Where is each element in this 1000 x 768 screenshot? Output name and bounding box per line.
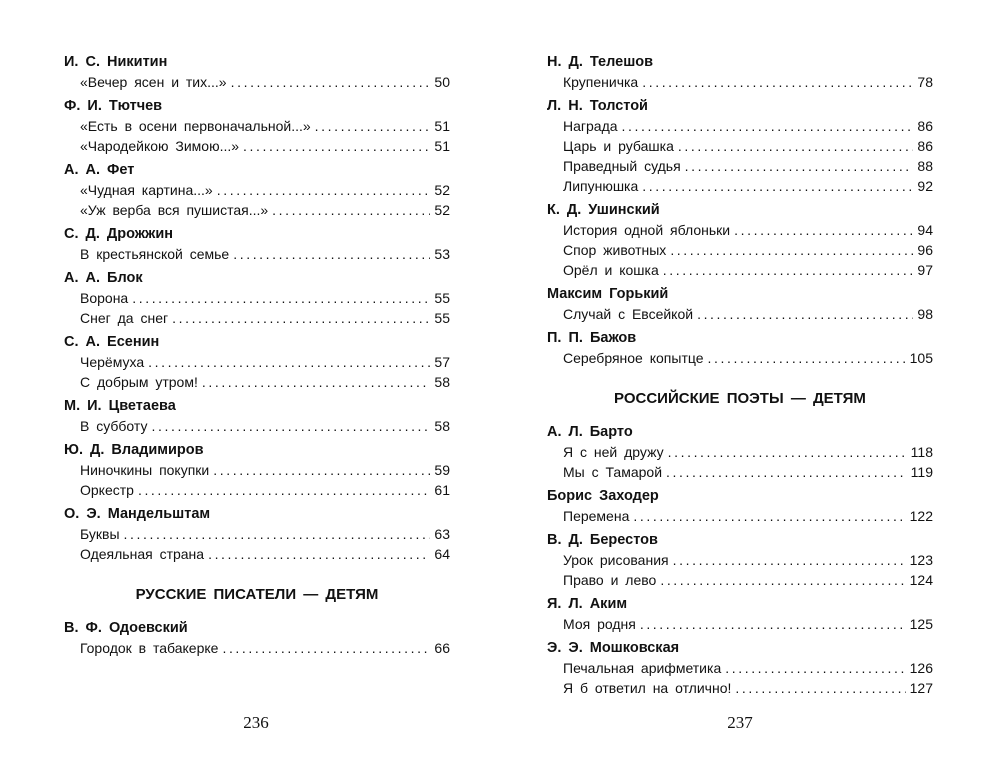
toc-entry-page-number: 78 — [917, 74, 933, 90]
toc-entry-page-number: 58 — [434, 418, 450, 434]
author-heading: Ю. Д. Владимиров — [64, 442, 204, 458]
toc-entry — [64, 200, 450, 220]
author-heading: Н. Д. Телешов — [547, 54, 654, 70]
toc-entry-page-number: 52 — [434, 202, 450, 218]
dot-leader — [640, 614, 906, 634]
dot-leader — [678, 136, 914, 156]
toc-entry — [64, 72, 450, 92]
dot-leader — [138, 480, 430, 500]
toc-entry — [64, 116, 450, 136]
author-heading: Я. Л. Аким — [547, 596, 628, 612]
toc-entry-page-number: 51 — [434, 138, 450, 154]
toc-entry — [64, 180, 450, 200]
author-heading: М. И. Цветаева — [64, 398, 176, 414]
author-heading: Максим Горький — [547, 286, 669, 302]
toc-entry — [547, 506, 933, 526]
dot-leader — [231, 72, 431, 92]
dot-leader — [642, 72, 913, 92]
toc-entry-title: История одной яблоньки — [563, 222, 731, 238]
author-heading: О. Э. Мандельштам — [64, 506, 211, 522]
toc-entry-title: Случай с Евсейкой — [563, 306, 694, 322]
toc-entry — [547, 260, 933, 280]
toc-entry-page-number: 122 — [909, 508, 933, 524]
page-number-left: 236 — [243, 713, 269, 732]
toc-entry-title: Я с ней дружу — [563, 444, 664, 460]
toc-entry-title: «Уж верба вся пушистая...» — [80, 202, 269, 218]
toc-entry-title: Орёл и кошка — [563, 262, 659, 278]
toc-entry-title: Серебряное копытце — [563, 350, 704, 366]
toc-entry-page-number: 119 — [910, 464, 933, 480]
toc-entry-title: Перемена — [563, 508, 630, 524]
toc-entry-title: «Чародейкою Зимою...» — [80, 138, 240, 154]
toc-entry — [64, 544, 450, 564]
toc-entry-page-number: 57 — [434, 354, 450, 370]
toc-entry-page-number: 55 — [434, 290, 450, 306]
right-page-toc — [547, 52, 933, 698]
toc-entry — [547, 348, 933, 368]
toc-entry — [547, 614, 933, 634]
dot-leader — [132, 288, 430, 308]
toc-entry-page-number: 66 — [434, 640, 450, 656]
toc-entry-title: Праведный судья — [563, 158, 681, 174]
toc-entry-page-number: 64 — [434, 546, 450, 562]
toc-entry-title: Буквы — [80, 526, 120, 542]
dot-leader — [668, 442, 907, 462]
left-page-toc — [64, 52, 450, 658]
toc-entry-page-number: 55 — [434, 310, 450, 326]
dot-leader — [735, 678, 905, 698]
dot-leader — [685, 156, 914, 176]
toc-entry — [547, 176, 933, 196]
toc-entry — [64, 416, 450, 436]
toc-entry-page-number: 52 — [434, 182, 450, 198]
dot-leader — [208, 544, 430, 564]
author-heading: С. А. Есенин — [64, 334, 160, 350]
toc-entry — [64, 460, 450, 480]
toc-entry-page-number: 59 — [434, 462, 450, 478]
dot-leader — [148, 352, 430, 372]
toc-entry-page-number: 127 — [909, 680, 933, 696]
toc-entry — [547, 678, 933, 698]
dot-leader — [272, 200, 430, 220]
toc-entry — [547, 462, 933, 482]
dot-leader — [315, 116, 431, 136]
toc-entry-title: «Вечер ясен и тих...» — [80, 74, 227, 90]
toc-entry-title: Мы с Тамарой — [563, 464, 663, 480]
toc-entry-title: Одеяльная страна — [80, 546, 205, 562]
toc-entry-page-number: 61 — [434, 482, 450, 498]
dot-leader — [642, 176, 913, 196]
toc-entry — [547, 658, 933, 678]
author-heading: К. Д. Ушинский — [547, 202, 660, 218]
toc-entry — [64, 308, 450, 328]
toc-entry-page-number: 124 — [909, 572, 933, 588]
toc-entry-page-number: 86 — [917, 138, 933, 154]
toc-entry-page-number: 50 — [434, 74, 450, 90]
toc-entry-title: «Есть в осени первоначальной...» — [80, 118, 311, 134]
toc-entry-title: Снег да снег — [80, 310, 169, 326]
toc-entry — [64, 638, 450, 658]
toc-entry — [547, 116, 933, 136]
dot-leader — [660, 570, 905, 590]
author-heading: А. А. Блок — [64, 270, 143, 286]
toc-entry — [547, 240, 933, 260]
toc-entry — [547, 72, 933, 92]
toc-entry-page-number: 118 — [910, 444, 933, 460]
toc-entry — [64, 372, 450, 392]
toc-entry — [547, 156, 933, 176]
toc-entry-title: Печальная арифметика — [563, 660, 722, 676]
dot-leader — [670, 240, 913, 260]
toc-entry-page-number: 98 — [917, 306, 933, 322]
dot-leader — [217, 180, 431, 200]
author-heading: Ф. И. Тютчев — [64, 98, 163, 114]
dot-leader — [202, 372, 431, 392]
toc-entry — [64, 480, 450, 500]
toc-entry — [64, 524, 450, 544]
toc-entry-title: В крестьянской семье — [80, 246, 230, 262]
dot-leader — [124, 524, 431, 544]
toc-entry-page-number: 126 — [909, 660, 933, 676]
toc-entry-page-number: 86 — [917, 118, 933, 134]
toc-entry-title: Я б ответил на отлично! — [563, 680, 732, 696]
dot-leader — [622, 116, 914, 136]
toc-entry-page-number: 123 — [909, 552, 933, 568]
toc-entry — [547, 136, 933, 156]
dot-leader — [708, 348, 906, 368]
toc-entry-title: Крупеничка — [563, 74, 639, 90]
toc-entry — [547, 220, 933, 240]
page-number-right: 237 — [727, 713, 753, 732]
author-heading: А. А. Фет — [64, 162, 135, 178]
toc-entry — [64, 288, 450, 308]
toc-entry — [547, 304, 933, 324]
toc-entry-title: «Чудная картина...» — [80, 182, 213, 198]
author-heading: П. П. Бажов — [547, 330, 637, 346]
toc-entry — [547, 550, 933, 570]
dot-leader — [663, 260, 914, 280]
dot-leader — [673, 550, 906, 570]
toc-entry-title: Оркестр — [80, 482, 134, 498]
toc-entry-page-number: 92 — [917, 178, 933, 194]
author-heading: И. С. Никитин — [64, 54, 168, 70]
toc-entry-title: Городок в табакерке — [80, 640, 219, 656]
dot-leader — [734, 220, 913, 240]
author-heading: Э. Э. Мошковская — [547, 640, 680, 656]
toc-entry-page-number: 63 — [434, 526, 450, 542]
toc-entry-page-number: 94 — [917, 222, 933, 238]
toc-entry-page-number: 88 — [917, 158, 933, 174]
dot-leader — [633, 506, 905, 526]
toc-entry-title: Ниночкины покупки — [80, 462, 210, 478]
toc-entry-title: Моя родня — [563, 616, 636, 632]
author-heading: В. Д. Берестов — [547, 532, 658, 548]
toc-entry-page-number: 53 — [434, 246, 450, 262]
dot-leader — [697, 304, 913, 324]
dot-leader — [222, 638, 430, 658]
toc-entry-page-number: 125 — [909, 616, 933, 632]
toc-entry-page-number: 105 — [909, 350, 933, 366]
toc-entry-title: Награда — [563, 118, 618, 134]
section-title: РУССКИЕ ПИСАТЕЛИ — ДЕТЯМ — [135, 586, 379, 603]
toc-entry — [547, 442, 933, 462]
toc-entry-title: Спор животных — [563, 242, 667, 258]
toc-entry-title: Липунюшка — [563, 178, 639, 194]
dot-leader — [725, 658, 905, 678]
dot-leader — [213, 460, 430, 480]
toc-entry-page-number: 51 — [434, 118, 450, 134]
toc-entry — [64, 136, 450, 156]
toc-entry-title: Право и лево — [563, 572, 657, 588]
dot-leader — [666, 462, 907, 482]
dot-leader — [233, 244, 430, 264]
toc-entry-title: С добрым утром! — [80, 374, 198, 390]
toc-entry-title: Черёмуха — [80, 354, 145, 370]
toc-entry — [64, 244, 450, 264]
author-heading: В. Ф. Одоевский — [64, 620, 188, 636]
toc-entry-page-number: 96 — [917, 242, 933, 258]
dot-leader — [172, 308, 430, 328]
toc-entry-page-number: 58 — [434, 374, 450, 390]
author-heading: А. Л. Барто — [547, 424, 633, 440]
dot-leader — [151, 416, 430, 436]
toc-entry — [547, 570, 933, 590]
toc-entry-title: В субботу — [80, 418, 148, 434]
toc-entry-page-number: 97 — [917, 262, 933, 278]
toc-entry-title: Царь и рубашка — [563, 138, 674, 154]
author-heading: С. Д. Дрожжин — [64, 226, 174, 242]
toc-entry-title: Урок рисования — [563, 552, 669, 568]
toc-entry-title: Ворона — [80, 290, 129, 306]
toc-entry — [64, 352, 450, 372]
author-heading: Л. Н. Толстой — [547, 98, 648, 114]
dot-leader — [243, 136, 430, 156]
section-title: РОССИЙСКИЕ ПОЭТЫ — ДЕТЯМ — [614, 390, 866, 407]
author-heading: Борис Заходер — [547, 488, 659, 504]
